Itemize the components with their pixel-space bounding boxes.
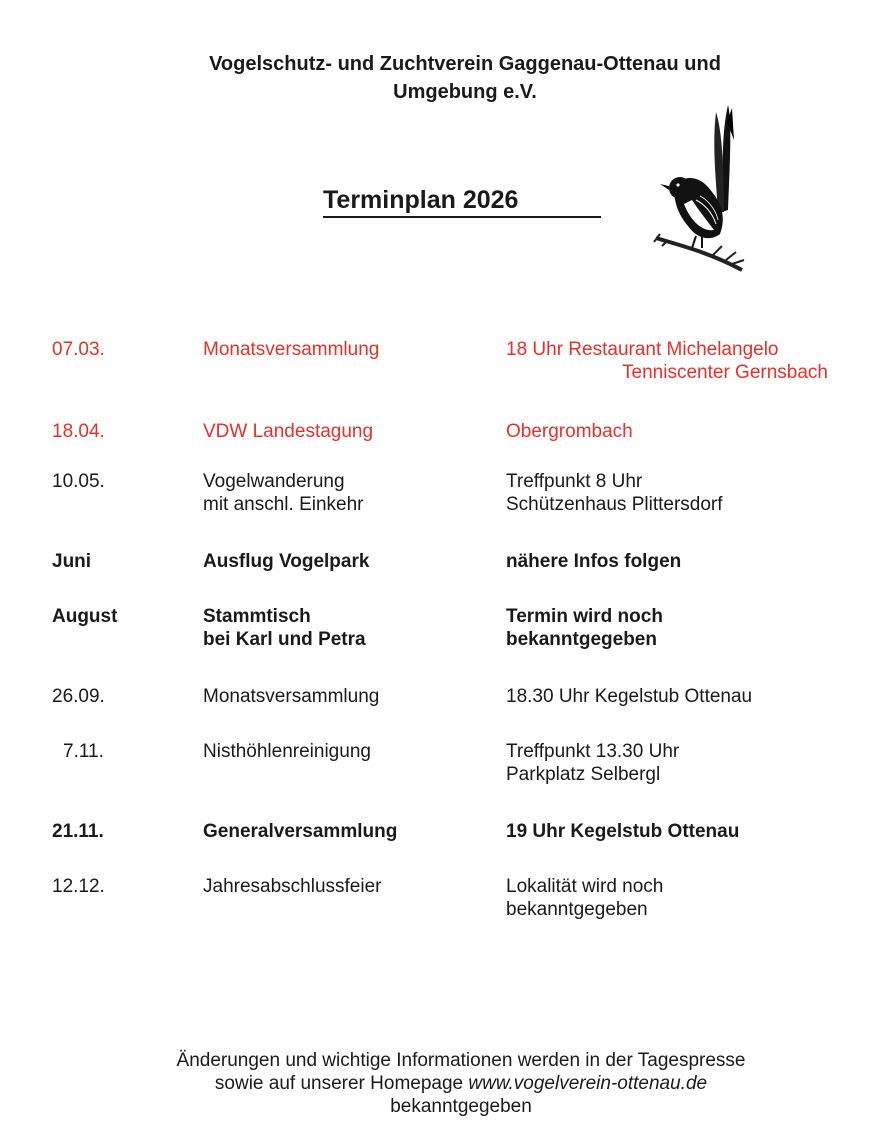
event-title xyxy=(203,420,493,443)
event-info-line: Treffpunkt 8 Uhr xyxy=(506,471,643,492)
event-info-line: Parkplatz Selbergl xyxy=(506,764,661,785)
footer-line3: bekanntgegeben xyxy=(390,1096,532,1117)
event-info-line: Obergrombach xyxy=(506,421,633,442)
event-title-line: Ausflug Vogelpark xyxy=(203,551,370,572)
org-title xyxy=(0,50,879,106)
event-title xyxy=(203,338,493,361)
page-title: Terminplan 2026 xyxy=(323,184,601,218)
event-info xyxy=(506,740,866,786)
event-date: 12.12. xyxy=(52,876,105,897)
event-date: 26.09. xyxy=(52,686,105,707)
event-date: 18.04. xyxy=(52,421,105,442)
event-info xyxy=(506,685,866,708)
event-title xyxy=(203,550,493,573)
event-title xyxy=(203,740,493,763)
event-title-line: Monatsversammlung xyxy=(203,339,380,360)
footer-line2-prefix: sowie auf unserer Homepage xyxy=(214,1073,469,1094)
event-info xyxy=(506,338,866,384)
footer-line2 xyxy=(100,1072,822,1095)
event-title-line: Nisthöhlenreinigung xyxy=(203,741,371,762)
org-title-line2: Umgebung e.V. xyxy=(393,81,537,103)
event-title-line: Jahresabschlussfeier xyxy=(203,876,382,897)
event-info-line: 18 Uhr Restaurant Michelangelo xyxy=(506,339,779,360)
event-date: 21.11. xyxy=(52,821,104,842)
event-info-line: 18.30 Uhr Kegelstub Ottenau xyxy=(506,686,753,707)
org-title-line1: Vogelschutz- und Zuchtverein Gaggenau-Ottenau und xyxy=(209,53,721,75)
event-info-line: Tenniscenter Gernsbach xyxy=(622,362,828,383)
event-date: Juni xyxy=(52,551,92,572)
event-title-line: Generalversammlung xyxy=(203,821,398,842)
event-info-line: Treffpunkt 13.30 Uhr xyxy=(506,741,680,762)
event-title-line: Monatsversammlung xyxy=(203,686,380,707)
event-title xyxy=(203,875,493,898)
event-date: 10.05. xyxy=(52,471,105,492)
event-title-line: bei Karl und Petra xyxy=(203,629,366,650)
event-date: 07.03. xyxy=(52,339,105,360)
event-info xyxy=(506,875,866,921)
event-info-line: Termin wird noch xyxy=(506,606,663,627)
event-title-line: Stammtisch xyxy=(203,606,311,627)
event-info-line: bekanntgegeben xyxy=(506,629,657,650)
event-title xyxy=(203,820,493,843)
event-date: 7.11. xyxy=(63,741,104,762)
footer-line1: Änderungen und wichtige Informationen werden in der Tagespresse xyxy=(176,1050,746,1071)
event-info xyxy=(506,820,866,843)
event-date: August xyxy=(52,606,118,627)
event-info-line: nähere Infos folgen xyxy=(506,551,682,572)
event-title xyxy=(203,605,493,651)
event-info-line: 19 Uhr Kegelstub Ottenau xyxy=(506,821,740,842)
event-info-line: bekanntgegeben xyxy=(506,899,648,920)
event-title-line: mit anschl. Einkehr xyxy=(203,494,364,515)
event-info-line: Schützenhaus Plittersdorf xyxy=(506,494,723,515)
event-info xyxy=(506,470,866,516)
event-title xyxy=(203,685,493,708)
event-info xyxy=(506,420,866,443)
event-info xyxy=(506,605,866,651)
event-title-line: Vogelwanderung xyxy=(203,471,345,492)
homepage-link[interactable]: www.vogelverein-ottenau.de xyxy=(468,1073,708,1094)
bird-icon xyxy=(652,100,752,278)
event-info xyxy=(506,550,866,573)
footer xyxy=(100,1049,822,1118)
event-title-line: VDW Landestagung xyxy=(203,421,374,442)
event-title xyxy=(203,470,493,516)
event-info-line: Lokalität wird noch xyxy=(506,876,664,897)
